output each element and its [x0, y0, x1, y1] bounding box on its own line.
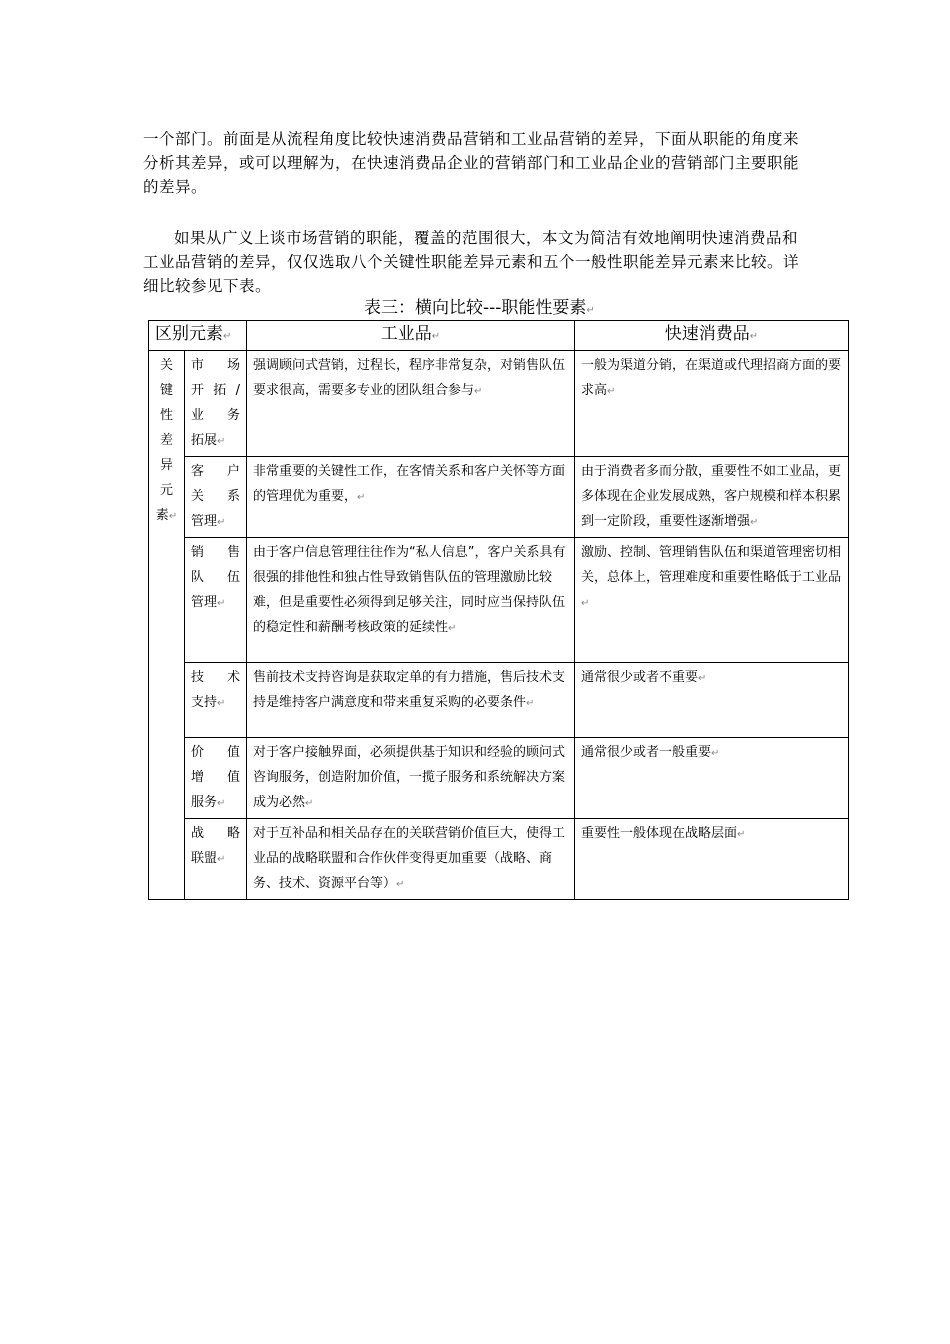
- element-cell: 技 术 支持↵: [185, 663, 247, 738]
- industrial-cell: 非常重要的关键性工作，在客情关系和客户关怀等方面的管理优为重要，↵: [247, 457, 575, 538]
- fmcg-cell: 由于消费者多而分散，重要性不如工业品，更多体现在企业发展成熟，客户规模和样本积累到一定阶段，重要性逐渐增强↵: [575, 457, 849, 538]
- body-paragraph-2: 如果从广义上谈市场营销的职能，覆盖的范围很大，本文为简洁有效地阐明快速消费品和工业品营销的差异，仅仅选取八个关键性职能差异元素和五个一般性职能差异元素来比较。详细比较参见下表。: [143, 229, 800, 295]
- element-cell: 客 户 关 系 管理↵: [185, 457, 247, 538]
- fmcg-cell: 一般为渠道分销，在渠道或代理招商方面的要求高↵: [575, 351, 849, 457]
- element-cell: 价 值 增 值 服务↵: [185, 738, 247, 819]
- table-row: [149, 819, 849, 900]
- industrial-cell: 对于客户接触界面，必须提供基于知识和经验的顾问式咨询服务，创造附加价值，一揽子服务和系统解决方案成为必然↵: [247, 738, 575, 819]
- header-fmcg: 快速消费品↵: [575, 321, 849, 351]
- element-cell: 战 略 联盟↵: [185, 819, 247, 900]
- comparison-table: [148, 320, 849, 900]
- body-paragraph-1: 一个部门。前面是从流程角度比较快速消费品营销和工业品营销的差异，下面从职能的角度来分析其差异，或可以理解为，在快速消费品企业的营销部门和工业品企业的营销部门主要职能的差异。: [143, 130, 800, 196]
- table-row: [149, 663, 849, 738]
- element-cell: 销 售 队 伍 管理↵: [185, 538, 247, 663]
- table-row: [149, 351, 849, 457]
- table-row: [149, 457, 849, 538]
- header-industrial: 工业品↵: [247, 321, 575, 351]
- fmcg-cell: 激励、控制、管理销售队伍和渠道管理密切相关，总体上，管理难度和重要性略低于工业品↵: [575, 538, 849, 663]
- table-title: 表三：横向比较---职能性要素↵: [364, 298, 595, 318]
- header-element: 区别元素↵: [149, 321, 247, 351]
- fmcg-cell: 重要性一般体现在战略层面↵: [575, 819, 849, 900]
- industrial-cell: 售前技术支持咨询是获取定单的有力措施，售后技术支持是维持客户满意度和带来重复采购的必要条件↵: [247, 663, 575, 738]
- group-label-cell: 关 键 性 差 异 元 素↵: [149, 351, 185, 900]
- table-row: [149, 538, 849, 663]
- table-header-row: [149, 321, 849, 351]
- element-cell: 市 场 开拓/ 业 务 拓展↵: [185, 351, 247, 457]
- industrial-cell: 对于互补品和相关品存在的关联营销价值巨大，使得工业品的战略联盟和合作伙伴变得更加重要（战略、商务、技术、资源平台等）↵: [247, 819, 575, 900]
- table-row: [149, 738, 849, 819]
- industrial-cell: 由于客户信息管理往往作为“私人信息”，客户关系具有很强的排他性和独占性导致销售队伍的管理激励比较难，但是重要性必须得到足够关注，同时应当保持队伍的稳定性和薪酬考核政策的延续性↵: [247, 538, 575, 663]
- fmcg-cell: 通常很少或者不重要↵: [575, 663, 849, 738]
- industrial-cell: 强调顾问式营销，过程长，程序非常复杂，对销售队伍要求很高，需要多专业的团队组合参与↵: [247, 351, 575, 457]
- fmcg-cell: 通常很少或者一般重要↵: [575, 738, 849, 819]
